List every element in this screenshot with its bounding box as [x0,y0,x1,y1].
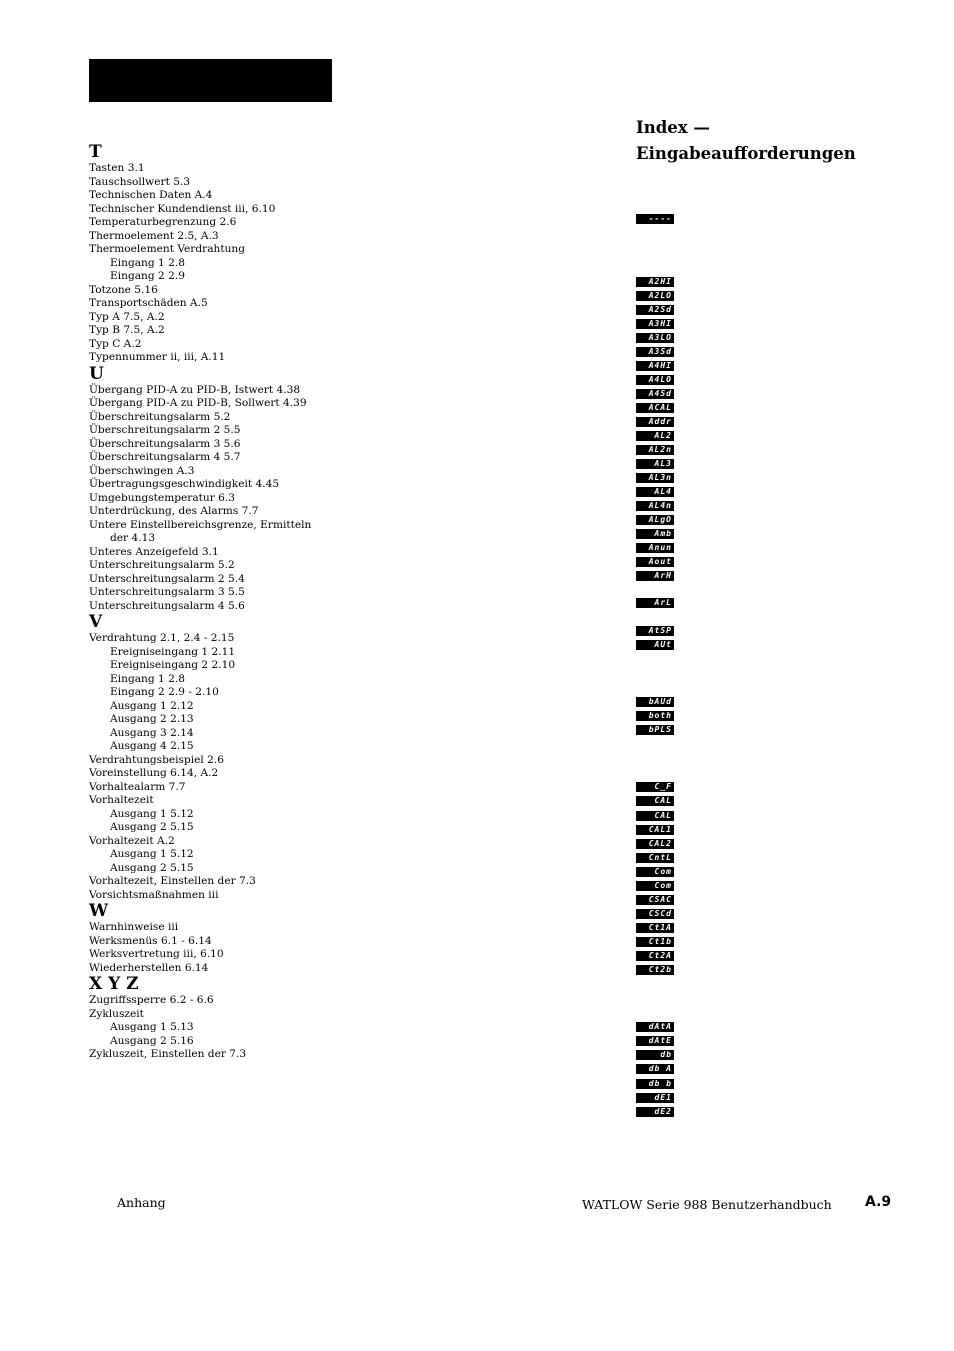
prompt-code: CSAC [636,895,674,905]
section-letter: V [89,612,103,632]
index-entry: Technischer Kundendienst iii, 6.10 [89,202,276,215]
index-entry: Verdrahtungsbeispiel 2.6 [89,753,225,766]
index-entry: Voreinstellung 6.14, A.2 [89,767,219,779]
index-subentry: Ausgang 2 2.13 [110,713,194,725]
index-entry: Werksvertretung iii, 6.10 [89,948,224,960]
prompt-code: ArL [636,598,674,608]
index-entry: Vorhaltezeit A.2 [89,834,175,847]
index-subentry: Ausgang 3 2.14 [110,726,194,739]
prompt-code: CAL [636,811,674,821]
index-column [89,143,389,1062]
section-letter: T [89,142,102,162]
index-entry: Typennummer ii, iii, A.11 [89,351,226,363]
index-entry: Zykluszeit [89,1007,144,1020]
index-entry: Unterdrückung, des Alarms 7.7 [89,505,259,517]
section-letter: W [89,901,109,921]
prompt-code: A2Sd [636,305,674,315]
index-subentry: Ausgang 2 5.15 [110,861,194,874]
index-subentry: Ausgang 2 5.16 [110,1034,194,1047]
index-entry: Überschreitungsalarm 5.2 [89,410,231,423]
index-entry: Untere Einstellbereichsgrenze, Ermitteln [89,518,312,531]
prompt-code: bAUd [636,697,674,707]
prompt-code: ALgO [636,515,674,525]
prompt-code: A3Sd [636,347,674,357]
prompt-code: CAL2 [636,839,674,849]
index-entry: Thermoelement Verdrahtung [89,243,246,255]
title-line-1: Index — [636,118,710,137]
header-bar [89,59,332,102]
prompt-code: db A [636,1064,674,1074]
prompt-code: AL4 [636,487,674,497]
index-entry: Technischen Daten A.4 [89,189,213,201]
index-entry: Unterschreitungsalarm 2 5.4 [89,572,245,585]
prompt-code: AtSP [636,626,674,636]
prompt-code: A4Sd [636,389,674,399]
prompt-code: AL3n [636,473,674,483]
prompt-code: ---- [636,214,674,224]
index-entry: Tasten 3.1 [89,162,145,174]
index-entry: Typ B 7.5, A.2 [89,324,165,336]
prompt-code: db b [636,1079,674,1089]
index-entry: Transportschäden A.5 [89,297,208,309]
index-entry: Tauschsollwert 5.3 [89,175,191,188]
prompt-code: Anun [636,543,674,553]
index-entry: Zugriffssperre 6.2 - 6.6 [89,994,214,1006]
index-entry: Überschreitungsalarm 2 5.5 [89,424,241,436]
index-subentry: Eingang 1 2.8 [110,256,185,269]
prompt-code: Amb [636,529,674,539]
prompt-code: db [636,1050,674,1060]
index-subentry: Ausgang 1 5.12 [110,848,194,860]
section-letter: X Y Z [89,974,139,994]
index-entry: Unterschreitungsalarm 3 5.5 [89,586,245,598]
title-line-2: Eingabeaufforderungen [636,144,856,163]
prompt-code: AL4n [636,501,674,511]
index-entry: Zykluszeit, Einstellen der 7.3 [89,1048,247,1060]
prompt-code: Com [636,881,674,891]
prompt-code: CntL [636,853,674,863]
index-entry: Temperaturbegrenzung 2.6 [89,216,237,228]
prompt-code: dE2 [636,1107,674,1117]
index-entry: Vorhaltezeit, Einstellen der 7.3 [89,875,256,887]
index-entry: Warnhinweise iii [89,921,179,933]
prompt-code: A4HI [636,361,674,371]
index-entry: Umgebungstemperatur 6.3 [89,491,236,504]
prompt-code: CAL1 [636,825,674,835]
prompt-code: Ct2A [636,951,674,961]
index-entry: Werksmenüs 6.1 - 6.14 [89,934,212,947]
index-subentry: Eingang 2 2.9 - 2.10 [110,686,219,698]
index-entry: Unterschreitungsalarm 4 5.6 [89,599,245,612]
index-entry: Unterschreitungsalarm 5.2 [89,559,235,571]
index-subentry: Eingang 2 2.9 [110,270,185,282]
prompt-code: A4LO [636,375,674,385]
index-subentry: Ausgang 2 5.15 [110,821,194,833]
index-entry: Totzone 5.16 [89,283,158,296]
prompt-code: dE1 [636,1093,674,1103]
footer-section-name: Anhang [117,1195,166,1210]
index-subentry: Ausgang 1 5.13 [110,1021,194,1033]
prompt-code: Aout [636,557,674,567]
prompt-code: CSCd [636,909,674,919]
prompt-code: Addr [636,417,674,427]
index-entry: Übertragungsgeschwindigkeit 4.45 [89,478,280,490]
prompt-code: C_F [636,782,674,792]
index-entry: Vorsichtsmaßnahmen iii [89,888,219,901]
index-subentry: Ausgang 1 5.12 [110,807,194,820]
index-entry: Übergang PID-A zu PID-B, Istwert 4.38 [89,383,301,396]
index-entry: Übergang PID-A zu PID-B, Sollwert 4.39 [89,397,307,409]
index-entry: Wiederherstellen 6.14 [89,961,209,974]
index-subentry: Ausgang 4 2.15 [110,740,194,752]
prompt-code: CAL [636,796,674,806]
index-entry: Vorhaltezeit [89,794,154,806]
index-subentry: der 4.13 [110,532,156,544]
prompt-code: AL2n [636,445,674,455]
section-letter: U [89,363,104,384]
prompt-code: ACAL [636,403,674,413]
prompt-code: AL3 [636,459,674,469]
prompt-code: A2LO [636,291,674,301]
index-subentry: Ausgang 1 2.12 [110,699,194,712]
prompt-code: A2HI [636,277,674,287]
prompt-code: bPLS [636,725,674,735]
index-entry: Überschreitungsalarm 4 5.7 [89,451,241,463]
footer-manual-title: WATLOW Serie 988 Benutzerhandbuch [582,1197,832,1212]
index-entry: Thermoelement 2.5, A.3 [89,229,219,242]
index-entry: Typ A 7.5, A.2 [89,310,165,323]
index-subentry: Ereigniseingang 1 2.11 [110,645,236,658]
prompt-code: dAtA [636,1022,674,1032]
prompt-code: both [636,711,674,721]
index-entry: Verdrahtung 2.1, 2.4 - 2.15 [89,632,235,644]
footer-page-number: A.9 [865,1194,892,1210]
index-entry: Unteres Anzeigefeld 3.1 [89,545,219,558]
index-entry: Überschreitungsalarm 3 5.6 [89,437,241,450]
index-prompts-title [636,115,896,167]
prompt-code: A3HI [636,319,674,329]
index-subentry: Ereigniseingang 2 2.10 [110,659,236,671]
prompt-code: dAtE [636,1036,674,1046]
prompt-code: A3LO [636,333,674,343]
prompt-code: Ct2b [636,965,674,975]
prompt-code: Com [636,867,674,877]
prompt-code: AUt [636,640,674,650]
prompt-code: Ct1b [636,937,674,947]
index-entry: Vorhaltealarm 7.7 [89,780,186,793]
index-entry: Überschwingen A.3 [89,464,195,477]
index-entry: Typ C A.2 [89,337,142,350]
prompt-code: Ct1A [636,923,674,933]
prompt-code: AL2 [636,431,674,441]
index-subentry: Eingang 1 2.8 [110,672,185,685]
prompt-code: ArH [636,571,674,581]
